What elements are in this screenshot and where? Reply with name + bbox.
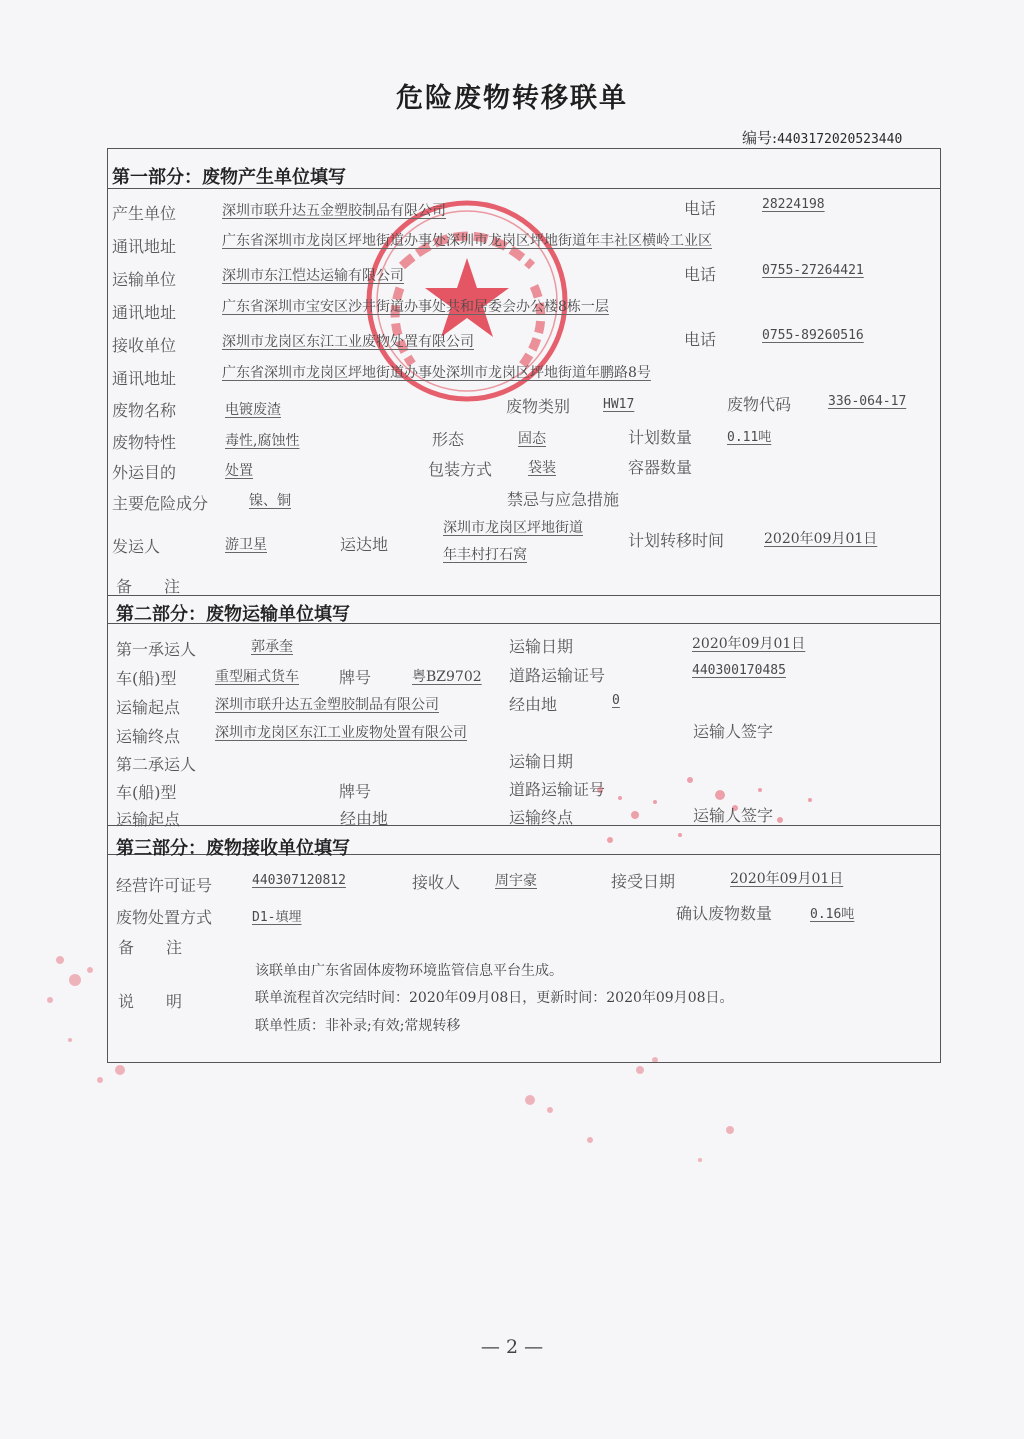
permit1-value: 440300170485 bbox=[692, 663, 786, 678]
carrier1-value: 郭承奎 bbox=[251, 639, 293, 655]
receiver-label: 接收单位 bbox=[112, 336, 177, 355]
hazard-value: 镍、铜 bbox=[249, 493, 291, 509]
purpose-label: 外运目的 bbox=[112, 463, 177, 482]
producer-phone-label: 电话 bbox=[684, 199, 717, 218]
via1-value: 0 bbox=[612, 693, 620, 708]
recv-date-value: 2020年09月01日 bbox=[730, 871, 844, 887]
serial-number bbox=[742, 127, 902, 148]
taboo-label: 禁忌与应急措施 bbox=[507, 490, 620, 509]
part3-remark-label: 备 注 bbox=[118, 938, 183, 957]
recipient-value: 周宇豪 bbox=[495, 873, 537, 889]
plate2-label: 牌号 bbox=[339, 782, 372, 801]
description-line3: 联单性质：非补录;有效;常规转移 bbox=[255, 1018, 461, 1034]
recipient-label: 接收人 bbox=[412, 873, 461, 892]
plate1-value: 粤BZ9702 bbox=[412, 669, 482, 685]
part2-heading: 第二部分：废物运输单位填写 bbox=[116, 604, 350, 625]
carrier1-label: 第一承运人 bbox=[116, 640, 197, 659]
description-line1: 该联单由广东省固体废物环境监管信息平台生成。 bbox=[255, 963, 563, 979]
recv-date-label: 接受日期 bbox=[611, 872, 676, 891]
waste-category-label: 废物类别 bbox=[506, 397, 571, 416]
hazard-label: 主要危险成分 bbox=[112, 494, 209, 513]
license-label: 经营许可证号 bbox=[116, 876, 213, 895]
packaging-value: 袋装 bbox=[528, 460, 556, 476]
confirm-value: 0.16吨 bbox=[810, 907, 855, 922]
page-number: — 2 — bbox=[480, 1336, 544, 1358]
description-line2: 联单流程首次完结时间：2020年09月08日，更新时间：2020年09月08日。 bbox=[255, 990, 734, 1006]
part1-remark-label: 备 注 bbox=[116, 577, 181, 596]
sign1-label: 运输人签字 bbox=[693, 722, 774, 741]
transporter-phone-value: 0755-27264421 bbox=[762, 263, 864, 278]
producer-value: 深圳市联升达五金塑胶制品有限公司 bbox=[222, 203, 446, 219]
permit2-label: 道路运输证号 bbox=[509, 780, 606, 799]
receiver-value: 深圳市龙岗区东江工业废物处置有限公司 bbox=[222, 334, 474, 350]
waste-name-label: 废物名称 bbox=[112, 401, 177, 420]
property-label: 废物特性 bbox=[112, 433, 177, 452]
transporter-address-value: 广东省深圳市宝安区沙井街道办事处共和居委会办公楼8栋一层 bbox=[222, 299, 609, 315]
via1-label: 经由地 bbox=[509, 695, 558, 714]
via2-label: 经由地 bbox=[340, 809, 389, 828]
end1-value: 深圳市龙岗区东江工业废物处置有限公司 bbox=[215, 725, 467, 741]
license-value: 440307120812 bbox=[252, 873, 346, 888]
waste-name-value: 电镀废渣 bbox=[225, 402, 281, 418]
serial-label: 编号: bbox=[742, 129, 778, 147]
date1-label: 运输日期 bbox=[509, 637, 574, 656]
destination-label: 运达地 bbox=[340, 535, 389, 554]
method-value: D1-填埋 bbox=[252, 910, 302, 925]
waste-code-label: 废物代码 bbox=[727, 395, 792, 414]
start1-label: 运输起点 bbox=[116, 698, 181, 717]
receiver-address-value: 广东省深圳市龙岗区坪地街道办事处深圳市龙岗区坪地街道年鹏路8号 bbox=[222, 365, 651, 381]
date2-label: 运输日期 bbox=[509, 752, 574, 771]
transporter-address-label: 通讯地址 bbox=[112, 303, 177, 322]
planned-qty-label: 计划数量 bbox=[628, 428, 693, 447]
plate1-label: 牌号 bbox=[339, 668, 372, 687]
vehicle2-label: 车(船)型 bbox=[116, 783, 177, 802]
purpose-value: 处置 bbox=[225, 463, 253, 479]
shipper-label: 发运人 bbox=[112, 537, 161, 556]
producer-label: 产生单位 bbox=[112, 204, 177, 223]
planned-time-label: 计划转移时间 bbox=[628, 531, 725, 550]
transporter-phone-label: 电话 bbox=[684, 265, 717, 284]
transporter-value: 深圳市东江恺达运输有限公司 bbox=[222, 268, 404, 284]
producer-address-value: 广东省深圳市龙岗区坪地街道办事处深圳市龙岗区坪地街道年丰社区横岭工业区 bbox=[222, 233, 712, 249]
part3-heading: 第三部分：废物接收单位填写 bbox=[116, 838, 350, 859]
end1-label: 运输终点 bbox=[116, 727, 181, 746]
waste-category-value: HW17 bbox=[603, 397, 635, 412]
producer-address-label: 通讯地址 bbox=[112, 237, 177, 256]
receiver-phone-label: 电话 bbox=[684, 330, 717, 349]
serial-value: 4403172020523440 bbox=[777, 132, 903, 147]
vehicle1-label: 车(船)型 bbox=[116, 669, 177, 688]
property-value: 毒性,腐蚀性 bbox=[225, 433, 300, 449]
container-label: 容器数量 bbox=[628, 458, 693, 477]
planned-time-value: 2020年09月01日 bbox=[764, 531, 878, 547]
packaging-label: 包装方式 bbox=[428, 460, 493, 479]
producer-phone-value: 28224198 bbox=[762, 197, 825, 212]
document-title: 危险废物转移联单 bbox=[396, 83, 628, 114]
sign2-label: 运输人签字 bbox=[693, 806, 774, 825]
confirm-label: 确认废物数量 bbox=[676, 904, 773, 923]
carrier2-label: 第二承运人 bbox=[116, 755, 197, 774]
end2-label: 运输终点 bbox=[509, 808, 574, 827]
divider-part2-top bbox=[107, 595, 941, 596]
start1-value: 深圳市联升达五金塑胶制品有限公司 bbox=[215, 697, 439, 713]
part1-heading: 第一部分：废物产生单位填写 bbox=[112, 167, 346, 188]
receiver-phone-value: 0755-89260516 bbox=[762, 328, 864, 343]
transporter-label: 运输单位 bbox=[112, 270, 177, 289]
destination-line2: 年丰村打石窝 bbox=[443, 547, 527, 563]
planned-qty-value: 0.11吨 bbox=[727, 430, 772, 445]
method-label: 废物处置方式 bbox=[116, 908, 213, 927]
permit1-label: 道路运输证号 bbox=[509, 666, 606, 685]
start2-label: 运输起点 bbox=[116, 810, 181, 829]
form-label: 形态 bbox=[432, 430, 465, 449]
description-label: 说 明 bbox=[118, 992, 183, 1011]
receiver-address-label: 通讯地址 bbox=[112, 369, 177, 388]
waste-code-value: 336-064-17 bbox=[828, 394, 907, 409]
date1-value: 2020年09月01日 bbox=[692, 636, 806, 652]
destination-line1: 深圳市龙岗区坪地街道 bbox=[443, 520, 583, 536]
shipper-value: 游卫星 bbox=[225, 537, 267, 553]
vehicle1-value: 重型厢式货车 bbox=[215, 669, 299, 685]
form-value: 固态 bbox=[518, 431, 546, 447]
